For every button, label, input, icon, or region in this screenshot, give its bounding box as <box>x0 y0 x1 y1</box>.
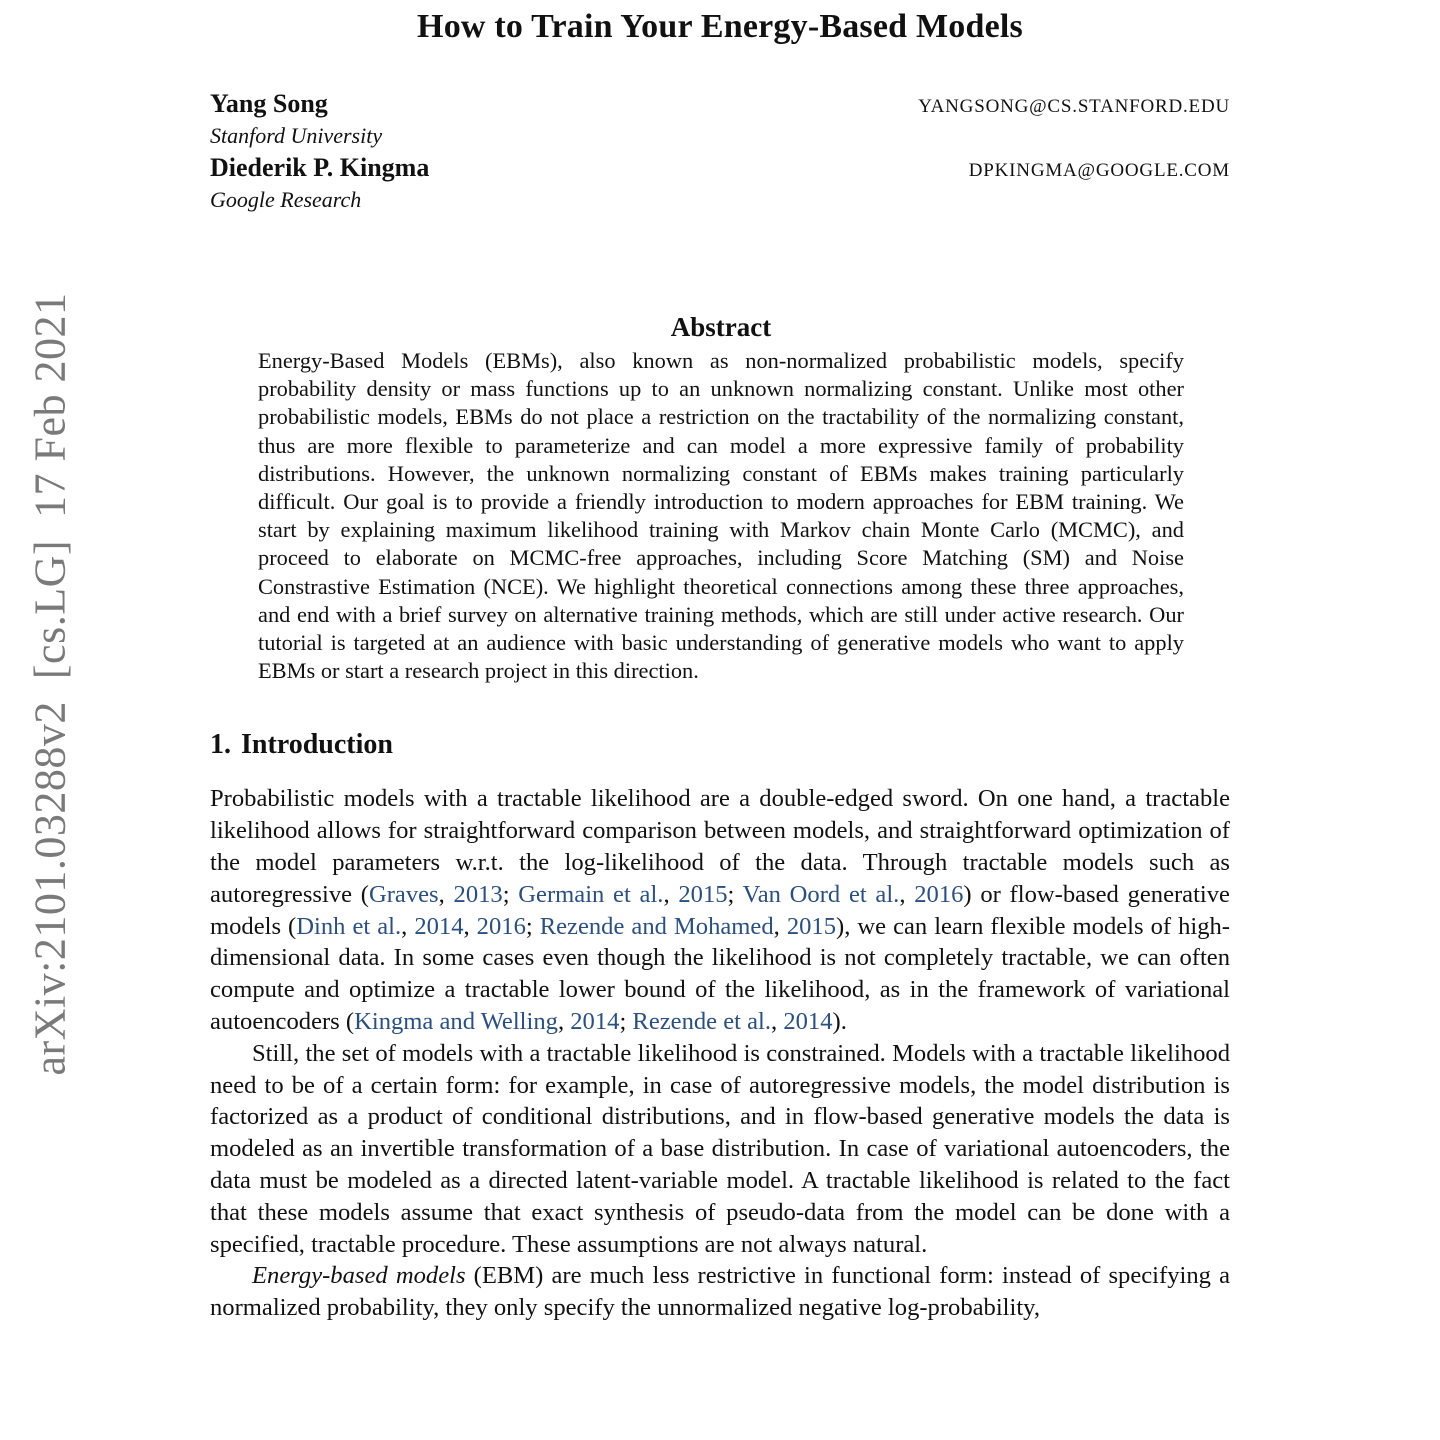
citation-link[interactable]: 2013 <box>453 880 503 908</box>
paragraph-text: ), we can learn flexible models of high-dimensional data. In some cases even though the likelihood is not completely tractable, we can often compute and optimize a tractable lower bound of the likelihood, as in the framework of variational autoencoders ( <box>210 912 1230 1036</box>
separator: , <box>773 912 787 940</box>
citation-link[interactable]: 2016 <box>476 912 526 940</box>
separator: ; <box>502 880 519 908</box>
citation-link[interactable]: 2014 <box>783 1008 833 1036</box>
separator: , <box>463 912 477 940</box>
separator: , <box>557 1008 571 1036</box>
author-name: Yang Song <box>210 89 328 118</box>
emphasized-term: Energy-based models <box>252 1262 466 1290</box>
citation-link[interactable]: Rezende and Mohamed <box>539 912 774 940</box>
citation-link[interactable]: Dinh et al. <box>296 912 402 940</box>
paper-title: How to Train Your Energy-Based Models <box>417 8 1023 45</box>
citation-link[interactable]: 2015 <box>678 880 728 908</box>
intro-paragraph-2: Still, the set of models with a tractable likelihood is constrained. Models with a tractable likelihood need to be of a certain form: for example, in case of autoregressive models, the model distribution is factorized as a product of conditional distributions, and in flow-based generative models the data is modeled as an invertible transformation of a base distribution. In case of variational autoencoders, the data must be modeled as a directed latent-variable model. A tractable likelihood is related to the fact that these models assume that exact synthesis of pseudo-data from the model can be done with a specified, tractable procedure. These assumptions are not always natural. <box>210 1039 1230 1258</box>
author-affiliation: Google Research <box>210 187 362 212</box>
separator: , <box>663 880 679 908</box>
paragraph-text: ). <box>832 1008 847 1036</box>
author-row <box>210 152 1230 184</box>
separator: , <box>899 880 915 908</box>
author-affiliation: Stanford University <box>210 123 383 148</box>
citation-link[interactable]: 2014 <box>570 1008 620 1036</box>
section-number: 1. <box>210 729 231 761</box>
separator: ; <box>619 1008 633 1036</box>
intro-paragraph-3 <box>210 1260 1230 1324</box>
author-email: DPKINGMA@GOOGLE.COM <box>968 160 1230 181</box>
citation-link[interactable]: Kingma and Welling <box>354 1008 558 1036</box>
citation-link[interactable]: 2014 <box>414 912 464 940</box>
arxiv-id: arXiv:2101.03288v2 <box>25 701 75 1076</box>
author-block <box>210 88 1230 216</box>
paragraph-text: Probabilistic models with a tractable likelihood are a double-edged sword. On one hand, a tractable likelihood allows for straightforward comparison between models, and straightforward optimization of the model parameters w.r.t. the log-likelihood of the data. Through tractable models such as autoregressive ( <box>210 785 1230 908</box>
citation-link[interactable]: Germain et al. <box>518 880 664 908</box>
arxiv-identifier-stamp <box>25 292 76 1075</box>
intro-paragraph-1 <box>210 783 1230 1037</box>
separator: , <box>438 880 454 908</box>
separator: ; <box>525 912 540 940</box>
arxiv-date: 17 Feb 2021 <box>25 292 75 518</box>
author-row <box>210 88 1230 120</box>
citation-link[interactable]: 2015 <box>786 912 837 940</box>
section-heading-introduction <box>210 729 1230 761</box>
paragraph-text: (EBM) are much less restrictive in functional form: instead of specifying a normalized probability, they only specify the unnormalized negative log-probability, <box>210 1262 1230 1322</box>
citation-link[interactable]: Rezende et al. <box>632 1008 772 1036</box>
abstract-heading: Abstract <box>670 312 772 342</box>
paragraph-text: ) or flow-based generative models ( <box>210 880 1230 940</box>
citation-link[interactable]: 2016 <box>914 880 964 908</box>
citation-link[interactable]: Graves <box>368 880 439 908</box>
separator: ; <box>727 880 743 908</box>
author-name: Diederik P. Kingma <box>210 153 430 182</box>
separator: , <box>771 1008 784 1036</box>
separator: , <box>401 912 415 940</box>
abstract-section <box>258 312 1184 685</box>
arxiv-category: [cs.LG] <box>25 539 75 680</box>
section-title: Introduction <box>241 729 393 761</box>
citation-link[interactable]: Van Oord et al. <box>742 880 900 908</box>
paper-page <box>210 0 1230 1324</box>
abstract-text: Energy-Based Models (EBMs), also known as non-normalized probabilistic models, specify probability density or mass functions up to an unknown normalizing constant. Unlike most other probabilistic models, EBMs do not place a restriction on the tractability of the normalizing constant, thus are more flexible to parameterize and can model a more expressive family of probability distributions. However, the unknown normalizing constant of EBMs makes training particularly difficult. Our goal is to provide a friendly introduction to modern approaches for EBM training. We start by explaining maximum likelihood training with Markov chain Monte Carlo (MCMC), and proceed to elaborate on MCMC-free approaches, including Score Matching (SM) and Noise Constrastive Estimation (NCE). We highlight theoretical connections among these three approaches, and end with a brief survey on alternative training methods, which are still under active research. Our tutorial is targeted at an audience with basic understanding of generative models who want to apply EBMs or start a research project in this direction. <box>258 348 1184 684</box>
author-email: YANGSONG@CS.STANFORD.EDU <box>918 96 1230 117</box>
